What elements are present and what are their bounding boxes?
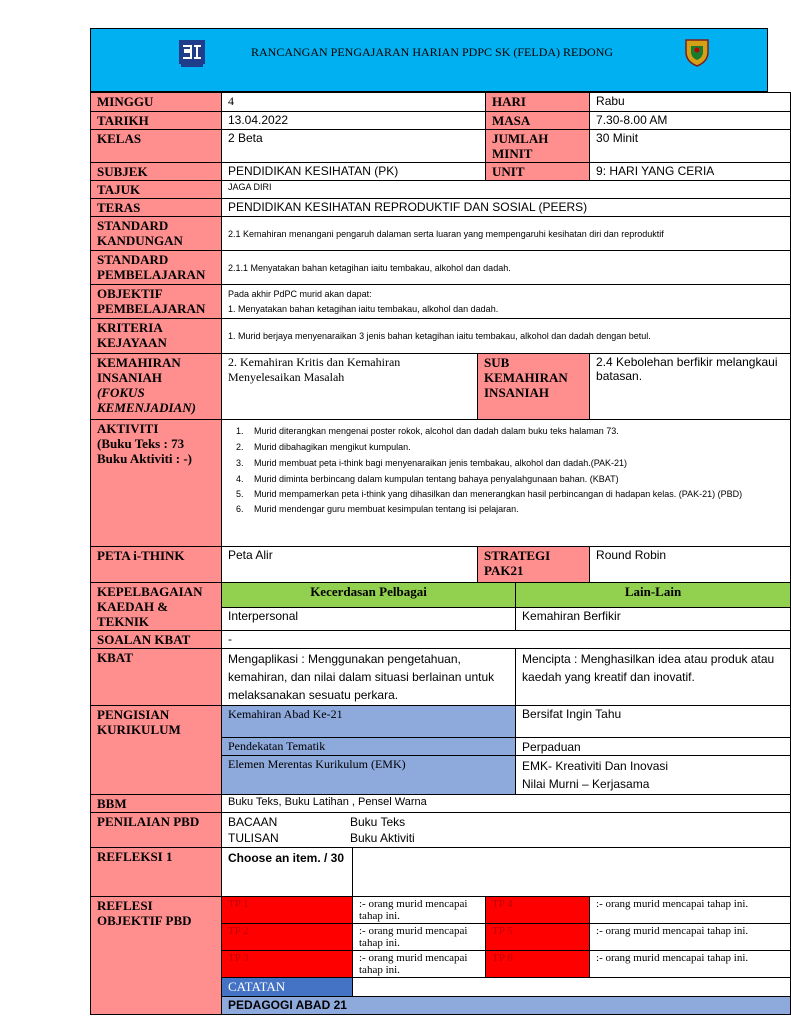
objektif-line-2: 1. Menyatakan bahan ketagihan iaitu tembakau, alkohol dan dadah. xyxy=(228,304,499,314)
crest-icon xyxy=(682,36,712,68)
emk-value-1: EMK- Kreativiti Dan Inovasi xyxy=(522,759,669,773)
tp1-text: :- orang murid mencapai tahap ini. xyxy=(353,897,486,924)
soalan-kbat-label: SOALAN KBAT xyxy=(91,631,222,649)
standard-pembelajaran-label: STANDARD PEMBELAJARAN xyxy=(91,251,222,285)
aktiviti-label-text: AKTIVITI xyxy=(97,421,159,436)
standard-kandungan-value: 2.1 Kemahiran menangani pengaruh dalaman serta luaran yang mempengaruhi kesihatan diri dan reproduktif xyxy=(222,217,791,251)
pbd-bacaan: BACAAN xyxy=(228,815,278,829)
emk-value xyxy=(516,756,791,795)
kemahiran-sub-label: (FOKUS KEMENJADIAN) xyxy=(97,385,196,415)
penilaian-pbd-value xyxy=(222,813,791,848)
kemahiran-label-text: KEMAHIRAN INSANIAH xyxy=(97,355,181,385)
tp6-text: :- orang murid mencapai tahap ini. xyxy=(590,951,791,978)
bbm-label: BBM xyxy=(91,795,222,813)
refleksi-label: REFLEKSI 1 xyxy=(91,848,222,897)
minggu-value: 4 xyxy=(222,93,486,112)
jumlah-minit-label: JUMLAH MINIT xyxy=(486,130,590,163)
pbd-tulisan: TULISAN xyxy=(228,831,279,845)
kecerdasan-value: Interpersonal xyxy=(222,608,516,631)
kelas-label: KELAS xyxy=(91,130,222,163)
kecerdasan-header: Kecerdasan Pelbagai xyxy=(222,583,516,608)
lesson-table xyxy=(90,92,791,1015)
school-logo-icon xyxy=(177,38,207,68)
aktiviti-value xyxy=(222,420,791,547)
subjek-label: SUBJEK xyxy=(91,163,222,181)
tarikh-label: TARIKH xyxy=(91,112,222,130)
sub-kemahiran-label: SUB KEMAHIRAN INSANIAH xyxy=(478,354,590,420)
tematik-value: Perpaduan xyxy=(516,738,791,756)
refleksi-objektif-label: REFLESI OBJEKTIF PBD xyxy=(91,897,222,1015)
tp3-label: TP 3 xyxy=(222,951,353,978)
aktiviti-buku-teks: (Buku Teks : 73 xyxy=(97,436,185,451)
penilaian-pbd-label: PENILAIAN PBD xyxy=(91,813,222,848)
standard-kandungan-label: STANDARD KANDUNGAN xyxy=(91,217,222,251)
aktiviti-label xyxy=(91,420,222,547)
objektif-label: OBJEKTIF PEMBELAJARAN xyxy=(91,285,222,319)
teras-value: PENDIDIKAN KESIHATAN REPRODUKTIF DAN SOSIAL (PEERS) xyxy=(222,199,791,217)
refleksi-choose-dropdown[interactable]: Choose an item. / 30 xyxy=(222,848,353,897)
tp2-label: TP 2 xyxy=(222,924,353,951)
lain-lain-header: Lain-Lain xyxy=(516,583,791,608)
sub-kemahiran-value: 2.4 Kebolehan berfikir melangkaui batasan. xyxy=(590,354,791,420)
tajuk-value: JAGA DIRI xyxy=(222,181,791,199)
hari-label: HARI xyxy=(486,93,590,112)
peta-label: PETA i-THINK xyxy=(91,547,222,583)
kbat-value-1: Mengaplikasi : Menggunakan pengetahuan, kemahiran, dan nilai dalam situasi berlainan untuk melaksanakan sesuatu perkara. xyxy=(222,649,516,706)
list-item: 4. Murid diminta berbincang dalam kumpulan tentang bahaya penyalahgunaan bahan. (KBAT) xyxy=(246,471,784,487)
kepelbagaian-label: KEPELBAGAIAN KAEDAH & TEKNIK xyxy=(91,583,222,631)
unit-label: UNIT xyxy=(486,163,590,181)
peta-value: Peta Alir xyxy=(222,547,478,583)
standard-pembelajaran-value: 2.1.1 Menyatakan bahan ketagihan iaitu tembakau, alkohol dan dadah. xyxy=(222,251,791,285)
strategi-label: STRATEGI PAK21 xyxy=(478,547,590,583)
minggu-label: MINGGU xyxy=(91,93,222,112)
page-title: RANCANGAN PENGAJARAN HARIAN PDPC SK (FELDA) REDONG xyxy=(251,45,614,59)
list-item: 6. Murid mendengar guru membuat kesimpulan tentang isi pelajaran. xyxy=(246,501,784,517)
list-item: 5. Murid mempamerkan peta i-think yang dihasilkan dan menerangkan hasil perbincangan di hadapan kelas. (PAK-21) (PBD) xyxy=(246,487,784,501)
kemahiran-value: 2. Kemahiran Kritis dan Kemahiran Menyelesaikan Masalah xyxy=(222,354,478,420)
aktiviti-list xyxy=(228,423,784,517)
abad21-label: Kemahiran Abad Ke-21 xyxy=(222,706,516,738)
tp3-text: :- orang murid mencapai tahap ini. xyxy=(353,951,486,978)
tematik-label: Pendekatan Tematik xyxy=(222,738,516,756)
unit-value: 9: HARI YANG CERIA xyxy=(590,163,791,181)
tp4-text: :- orang murid mencapai tahap ini. xyxy=(590,897,791,924)
tp6-label: TP 6 xyxy=(486,951,590,978)
abad21-value: Bersifat Ingin Tahu xyxy=(516,706,791,738)
tp4-label: TP 4 xyxy=(486,897,590,924)
refleksi-notes[interactable] xyxy=(353,848,791,897)
masa-label: MASA xyxy=(486,112,590,130)
masa-value: 7.30-8.00 AM xyxy=(590,112,791,130)
tp1-label: TP 1 xyxy=(222,897,353,924)
tp5-text: :- orang murid mencapai tahap ini. xyxy=(590,924,791,951)
tp5-label: TP 5 xyxy=(486,924,590,951)
list-item: 3. Murid membuat peta i-think bagi menyenaraikan jenis tembakau, alkohol dan dadah.(PAK-21) xyxy=(246,455,784,471)
bbm-value: Buku Teks, Buku Latihan , Pensel Warna xyxy=(222,795,791,813)
jumlah-minit-value: 30 Minit xyxy=(590,130,791,163)
kemahiran-label xyxy=(91,354,222,420)
kriteria-value: 1. Murid berjaya menyenaraikan 3 jenis bahan ketagihan iaitu tembakau, alkohol dan dadah dengan betul. xyxy=(222,319,791,354)
teras-label: TERAS xyxy=(91,199,222,217)
objektif-value xyxy=(222,285,791,319)
strategi-value: Round Robin xyxy=(590,547,791,583)
pengisian-label: PENGISIAN KURIKULUM xyxy=(91,706,222,795)
tp2-text: :- orang murid mencapai tahap ini. xyxy=(353,924,486,951)
emk-label: Elemen Merentas Kurikulum (EMK) xyxy=(222,756,516,795)
pbd-buku-aktiviti: Buku Aktiviti xyxy=(350,831,415,845)
header-banner xyxy=(90,28,768,92)
list-item: 1. Murid diterangkan mengenai poster rokok, alcohol dan dadah dalam buku teks halaman 73. xyxy=(246,423,784,439)
catatan-value[interactable] xyxy=(353,978,791,997)
lain-lain-value: Kemahiran Berfikir xyxy=(516,608,791,631)
list-item: 2. Murid dibahagikan mengikut kumpulan. xyxy=(246,439,784,455)
emk-value-2: Nilai Murni – Kerjasama xyxy=(522,777,650,791)
pedagogi-label: PEDAGOGI ABAD 21 xyxy=(222,997,791,1015)
lesson-plan-sheet xyxy=(90,28,778,1012)
pbd-buku-teks: Buku Teks xyxy=(350,815,406,829)
kriteria-label: KRITERIA KEJAYAAN xyxy=(91,319,222,354)
hari-value: Rabu xyxy=(590,93,791,112)
aktiviti-buku-aktiviti: Buku Aktiviti : -) xyxy=(97,451,192,466)
kbat-label: KBAT xyxy=(91,649,222,706)
objektif-line-1: Pada akhir PdPC murid akan dapat: xyxy=(228,289,372,299)
catatan-label: CATATAN xyxy=(222,978,353,997)
kelas-value: 2 Beta xyxy=(222,130,486,163)
tajuk-label: TAJUK xyxy=(91,181,222,199)
subjek-value: PENDIDIKAN KESIHATAN (PK) xyxy=(222,163,486,181)
soalan-kbat-value: - xyxy=(222,631,791,649)
tarikh-value: 13.04.2022 xyxy=(222,112,486,130)
kbat-value-2: Mencipta : Menghasilkan idea atau produk atau kaedah yang kreatif dan inovatif. xyxy=(516,649,791,706)
